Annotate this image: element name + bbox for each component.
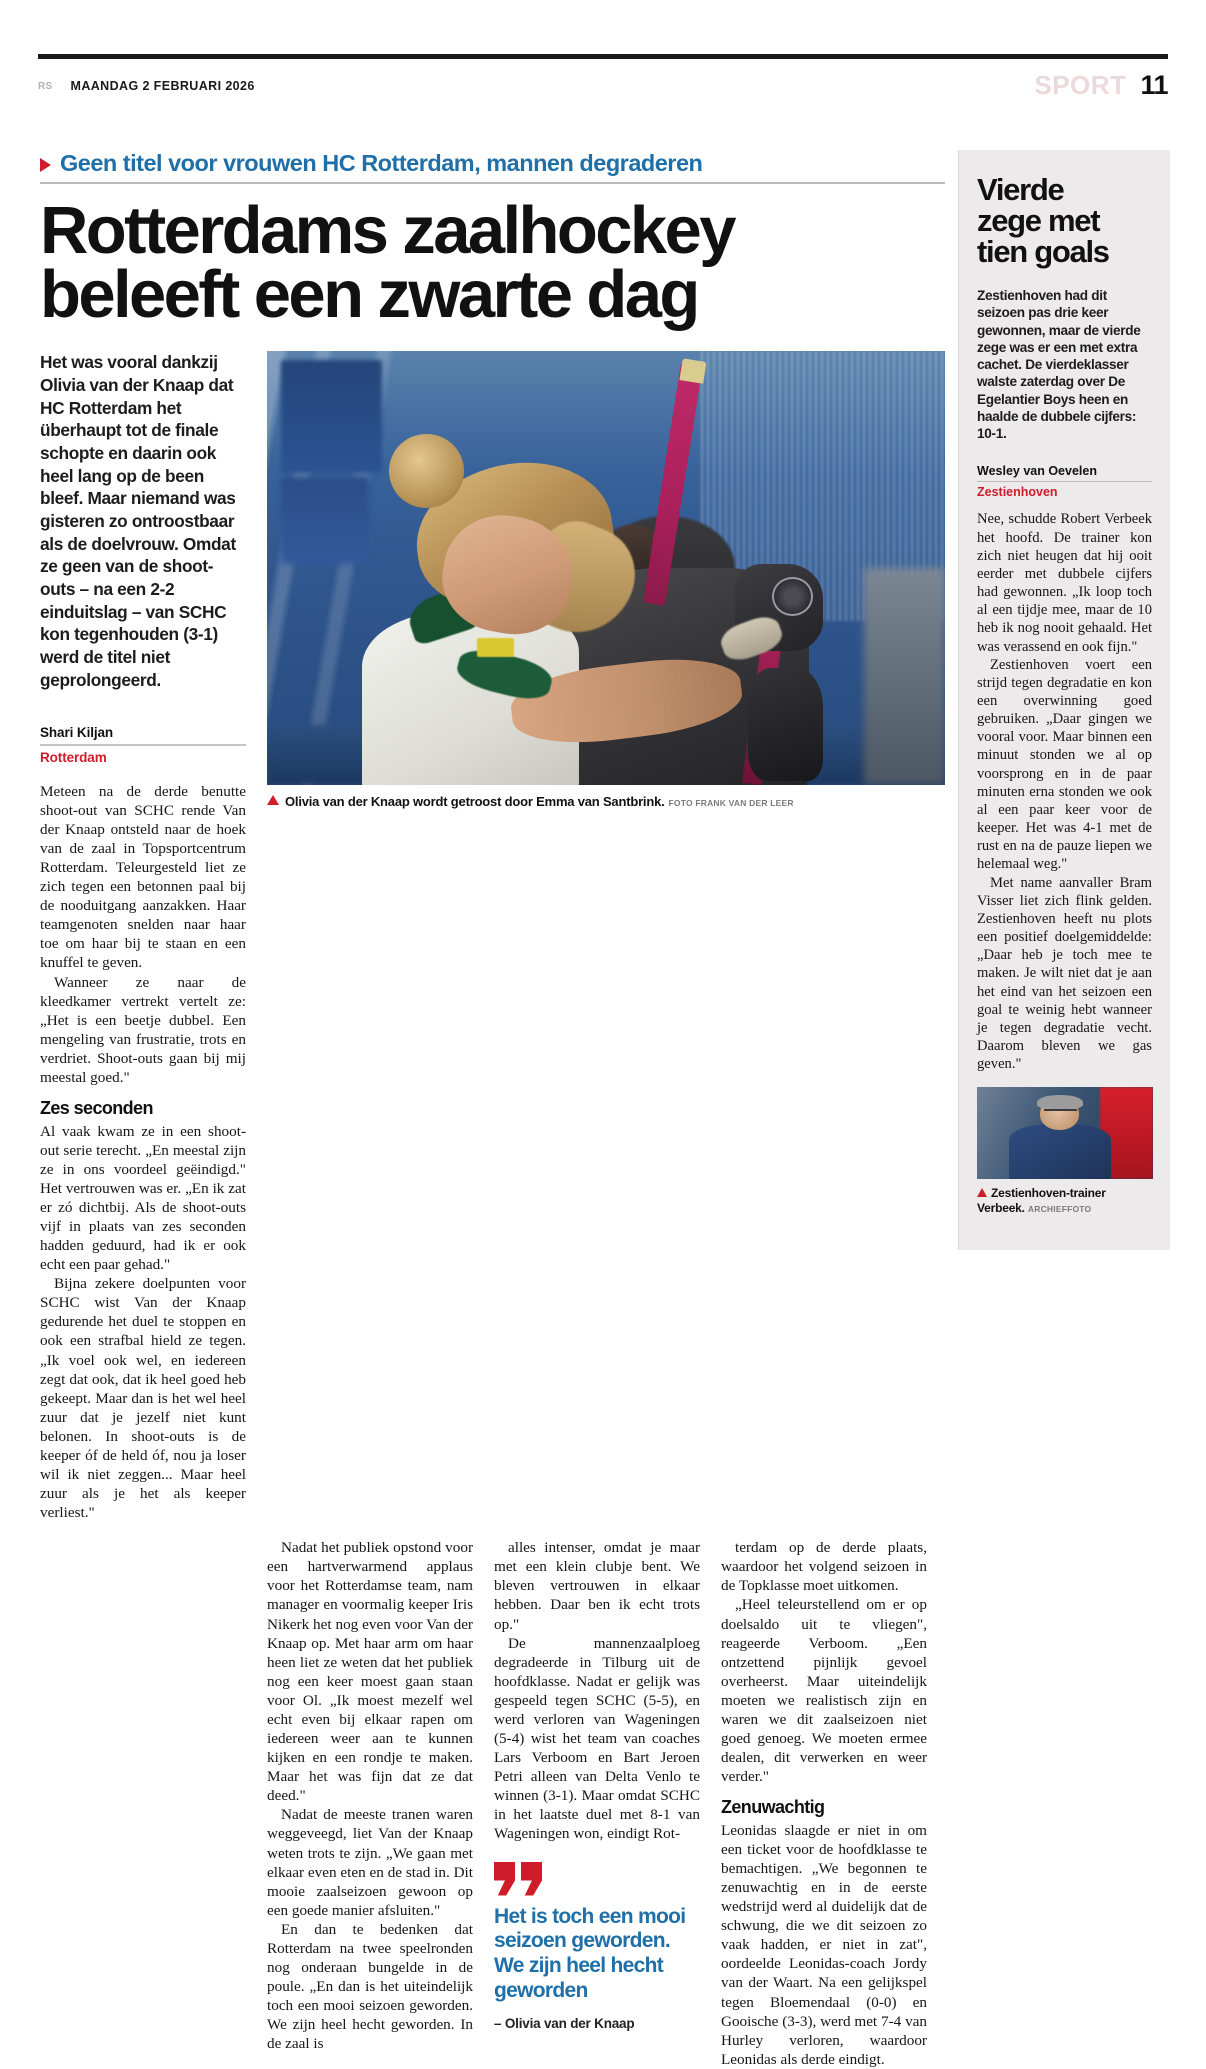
quote-mark-left (494, 1862, 515, 1896)
caption-triangle-icon (267, 795, 279, 805)
paragraph: Met name aanvaller Bram Visser liet zich flink gelden. Zestienhoven heeft nu plots een positief doelgemiddelde: „Daar heb je toch mee te maken. Je wilt niet dat je aan het eind van het seizoen een goal te weinig hebt wanneer je tegen degradatie vecht. Daarom bleven we gas geven." (977, 874, 1152, 1073)
masthead (38, 68, 1168, 102)
paragraph: Al vaak kwam ze in een shoot-out serie terecht. „En meestal zijn ze in ons voordeel geëindigd." Het vertrouwen was er. „En ik zat er zó dichtbij. Als de shoot-outs vijf in plaats van zes seconden hadden geduurd, had ik er ook echt een paar gehad." (40, 1122, 246, 1274)
byline-author: Shari Kiljan (40, 725, 114, 741)
sidebar-byline-divider (977, 481, 1152, 482)
pull-quote-text: Het is toch een mooi seizoen geworden. We zijn heel hecht geworden (494, 1904, 686, 2002)
article-lead: Het was vooral dankzij Olivia van der Knaap dat HC Rotterdam het überhaupt tot de finale schopte en daarin ook heel lang op de been bleef. Maar niemand was gisteren zo ontroostbaar als de doelvrouw. Omdat ze geen van de shoot-outs – na een 2-2 einduitslag – van SCHC kon tegenhouden (3-1) werd de titel niet geprolongeerd. (40, 352, 236, 690)
kicker-row (40, 150, 945, 176)
byline-location: Rotterdam (40, 749, 107, 765)
byline-divider (40, 744, 246, 746)
pull-quote (494, 1862, 700, 2031)
sidebar-article (958, 150, 1170, 1250)
sidebar-body (977, 510, 1152, 1073)
sidebar-caption-triangle-icon (977, 1188, 987, 1197)
sidebar-caption-text: Zestienhoven-trainer Verbeek. (977, 1186, 1106, 1215)
quote-mark-right (521, 1862, 542, 1896)
paragraph: Wanneer ze naar de kleedkamer vertrekt vertelt ze: „Het is een beetje dubbel. Een mengeling van frustratie, trots en verdriet. Shoot-outs gaan bij mij meestal goed." (40, 973, 246, 1086)
photo-wall-panel-2 (281, 477, 369, 564)
sidebar-photo-glasses (1044, 1109, 1077, 1114)
paragraph: De mannenzaalploeg degradeerde in Tilburg uit de hoofdklasse. Nadat er gelijk was gespeeld tegen SCHC (5-5), en werd verloren van Wageningen (5-4) wist het team van coaches Lars Verboom en Bart Jeroen Petri alleen van Delta Venlo te winnen (3-1). Maar omdat SCHC in het laatste duel met 8-1 van Wageningen won, eindigt Rot- (494, 1634, 700, 1843)
sidebar-headline-line-2: zege met (977, 203, 1100, 238)
caption-text: Olivia van der Knaap wordt getroost door Emma van Santbrink. (285, 794, 665, 810)
photo-glove-lower (748, 668, 823, 781)
edition-code: RS (38, 81, 53, 92)
paragraph: Leonidas slaagde er niet in om een ticket voor de hoofdklasse te bemachtigen. „We begonnen te zenuwachtig en in de eerste wedstrijd werd al duidelijk dat de schwung, die we dit seizoen zo vaak hadden, er niet in zat", oordeelde Leonidas-coach Jordy van der Waart. Na een gelijkspel tegen Bloemendaal (0-0) en Gooische (3-3), werd met 7-4 van Hurley verloren, waardoor Leonidas als derde eindigt. (721, 1821, 927, 2068)
kicker-divider (40, 182, 945, 184)
paragraph: Meteen na de derde benutte shoot-out van SCHC rende Van der Knaap ontsteld naar de hoek van de zaal in Topsportcentrum Rotterdam. Teleurgesteld liet ze zich tegen een betonnen paal bij de nooduitgang aanzakken. Haar teamgenoten snelden naar haar toe om haar bij te staan en een knuffel te geven. (40, 782, 246, 972)
caption-wrapper (285, 794, 794, 810)
photo-bystander (864, 568, 945, 785)
page-number: 11 (1140, 69, 1168, 100)
paragraph: Nadat het publiek opstond voor een hartverwarmend applaus voor het Rotterdamse team, nam manager en voormalig keeper Iris Nikerk het nog even voor Van der Knaap op. Met haar arm om haar heen liet ze weten dat het publiek nog een keer moest gaan staan voor Ol. „Ik moest mezelf wel echt even bij elkaar rapen om iedereen weer aan te kunnen kijken en een rondje te maken. Maar het was fijn dat ze dat deed." (267, 1539, 473, 1805)
paragraph: alles intenser, omdat je maar met een klein clubje bent. We bleven vertrouwen in elkaar hebben. Daar ben ik echt trots op." (494, 1539, 700, 1633)
sidebar-byline-author: Wesley van Oevelen (977, 464, 1097, 479)
sidebar-byline (977, 464, 1152, 499)
paragraph: Nee, schudde Robert Verbeek het hoofd. De trainer kon zich niet heugen dat hij ooit eerder met dubbele cijfers had gewonnen. „Ik loop toch al een tijdje mee, maar de 10 heb ik nog nooit gehaald. Het was verassend en ook fijn." (977, 511, 1152, 655)
sidebar-byline-location: Zestienhoven (977, 485, 1058, 500)
lead-and-photo-row (40, 351, 945, 1522)
paragraph: terdam op de derde plaats, waardoor het volgend seizoen in de Topklasse moet uitkomen. (721, 1539, 927, 1595)
subheading: Zes seconden (40, 1098, 153, 1119)
article-photo (267, 351, 945, 785)
masthead-right-group (1034, 70, 1168, 101)
photo-column (267, 351, 945, 1522)
column-3-body (494, 1538, 700, 1843)
sidebar-headline-line-3: tien goals (977, 234, 1109, 269)
sidebar-photo-torso (1009, 1124, 1111, 1179)
photo-wall-panel (281, 360, 383, 473)
sidebar-title (977, 174, 1152, 267)
photo-credit: FOTO FRANK VAN DER LEER (668, 798, 794, 809)
paragraph: En dan te bedenken dat Rotterdam na twee speelronden nog onderaan bungelde in de poule. „En dan is het uiteindelijk toch een mooi seizoen geworden. We zijn heel hecht geworden. In de zaal is (267, 1920, 473, 2053)
photo-glove-disc (772, 577, 813, 616)
paragraph: Zestienhoven voert een strijd tegen degradatie en kon een overwinning goed gebruiken. „Daar gingen we vooral voor. Maar binnen een minuut stonden we al op voorsprong en in de paar minuten erna stonden we ook al een paar keer voor de keeper. Het was 4-1 met de rust en na de pauze liepen we helemaal weg." (977, 656, 1152, 873)
sidebar-photo-caption (977, 1186, 1152, 1215)
article-kicker: Geen titel voor vrouwen HC Rotterdam, mannen degraderen (60, 150, 703, 176)
paragraph: „Heel teleurstellend om er op doelsaldo uit te vliegen", reageerde Verboom. „Een ontzettend pijnlijk gevoel overheerst. Maar uiteindelijk moeten we realistisch zijn en waren we dit zaalseizoen niet goed genoeg. We moeten ermee dealen, dit verwerken en weer verder." (721, 1596, 927, 1786)
photo-hair-bun (389, 434, 464, 508)
page-title (40, 192, 945, 333)
photo-stick-grip-top (679, 358, 706, 383)
byline (40, 725, 246, 765)
sidebar-photo (977, 1087, 1153, 1179)
photo-caption (267, 794, 945, 810)
column-1 (40, 351, 246, 1522)
sidebar-photo-hair (1037, 1095, 1083, 1110)
paragraph: Bijna zekere doelpunten voor SCHC wist Van der Knaap gedurende het duel te stoppen en ook een strafbal hield ze tegen. „Ik voel ook wel, en iedereen zegt dat ook, dat ik heel goed heb gekeept. Maar dan is het wel heel zuur dat je jezelf niet kunt belonen. In shoot-outs is de keeper óf de held óf, nou ja loser wil ik niet zeggen... Maar heel zuur als je het als keeper verliest." (40, 1275, 246, 1522)
lower-columns-row (267, 1538, 945, 2069)
publication-date: MAANDAG 2 FEBRUARI 2026 (70, 79, 255, 93)
sidebar-photo-credit: ARCHIEFFOTO (1027, 1203, 1092, 1214)
photo-jersey-logo (477, 638, 514, 658)
headline-line-2: beleeft een zwarte dag (40, 257, 698, 333)
masthead-top-rule (38, 54, 1168, 59)
column-3 (494, 1538, 700, 2069)
subheading: Zenuwachtig (721, 1797, 825, 1818)
column-1-body (40, 782, 246, 1522)
sidebar-lead: Zestienhoven had dit seizoen pas drie keer gewonnen, maar de vierde zege was er een met extra cachet. De vierdeklasser walste zaterdag over De Egelantier Boys heen en haalde de dubbele cijfers: 10-1. (977, 288, 1141, 441)
column-4 (721, 1538, 927, 2069)
headline-line-1: Rotterdams zaalhockey (40, 192, 734, 268)
pull-quote-attribution: – Olivia van der Knaap (494, 2015, 635, 2031)
sidebar-headline-line-1: Vierde (977, 172, 1064, 207)
column-2-body (267, 1538, 473, 2053)
column-4-body (721, 1538, 927, 2069)
paragraph: Nadat de meeste tranen waren weggeveegd, liet Van der Knaap weten trots te zijn. „We gaan met elkaar even eten en de stad in. Dit mooie zaalseizoen gewoon op een goede manier afsluiten." (267, 1806, 473, 1919)
quote-mark-icon (494, 1862, 700, 1896)
column-2 (267, 1538, 473, 2069)
main-article (40, 150, 945, 2068)
triangle-marker-icon (40, 158, 51, 172)
section-label: SPORT (1034, 69, 1127, 100)
